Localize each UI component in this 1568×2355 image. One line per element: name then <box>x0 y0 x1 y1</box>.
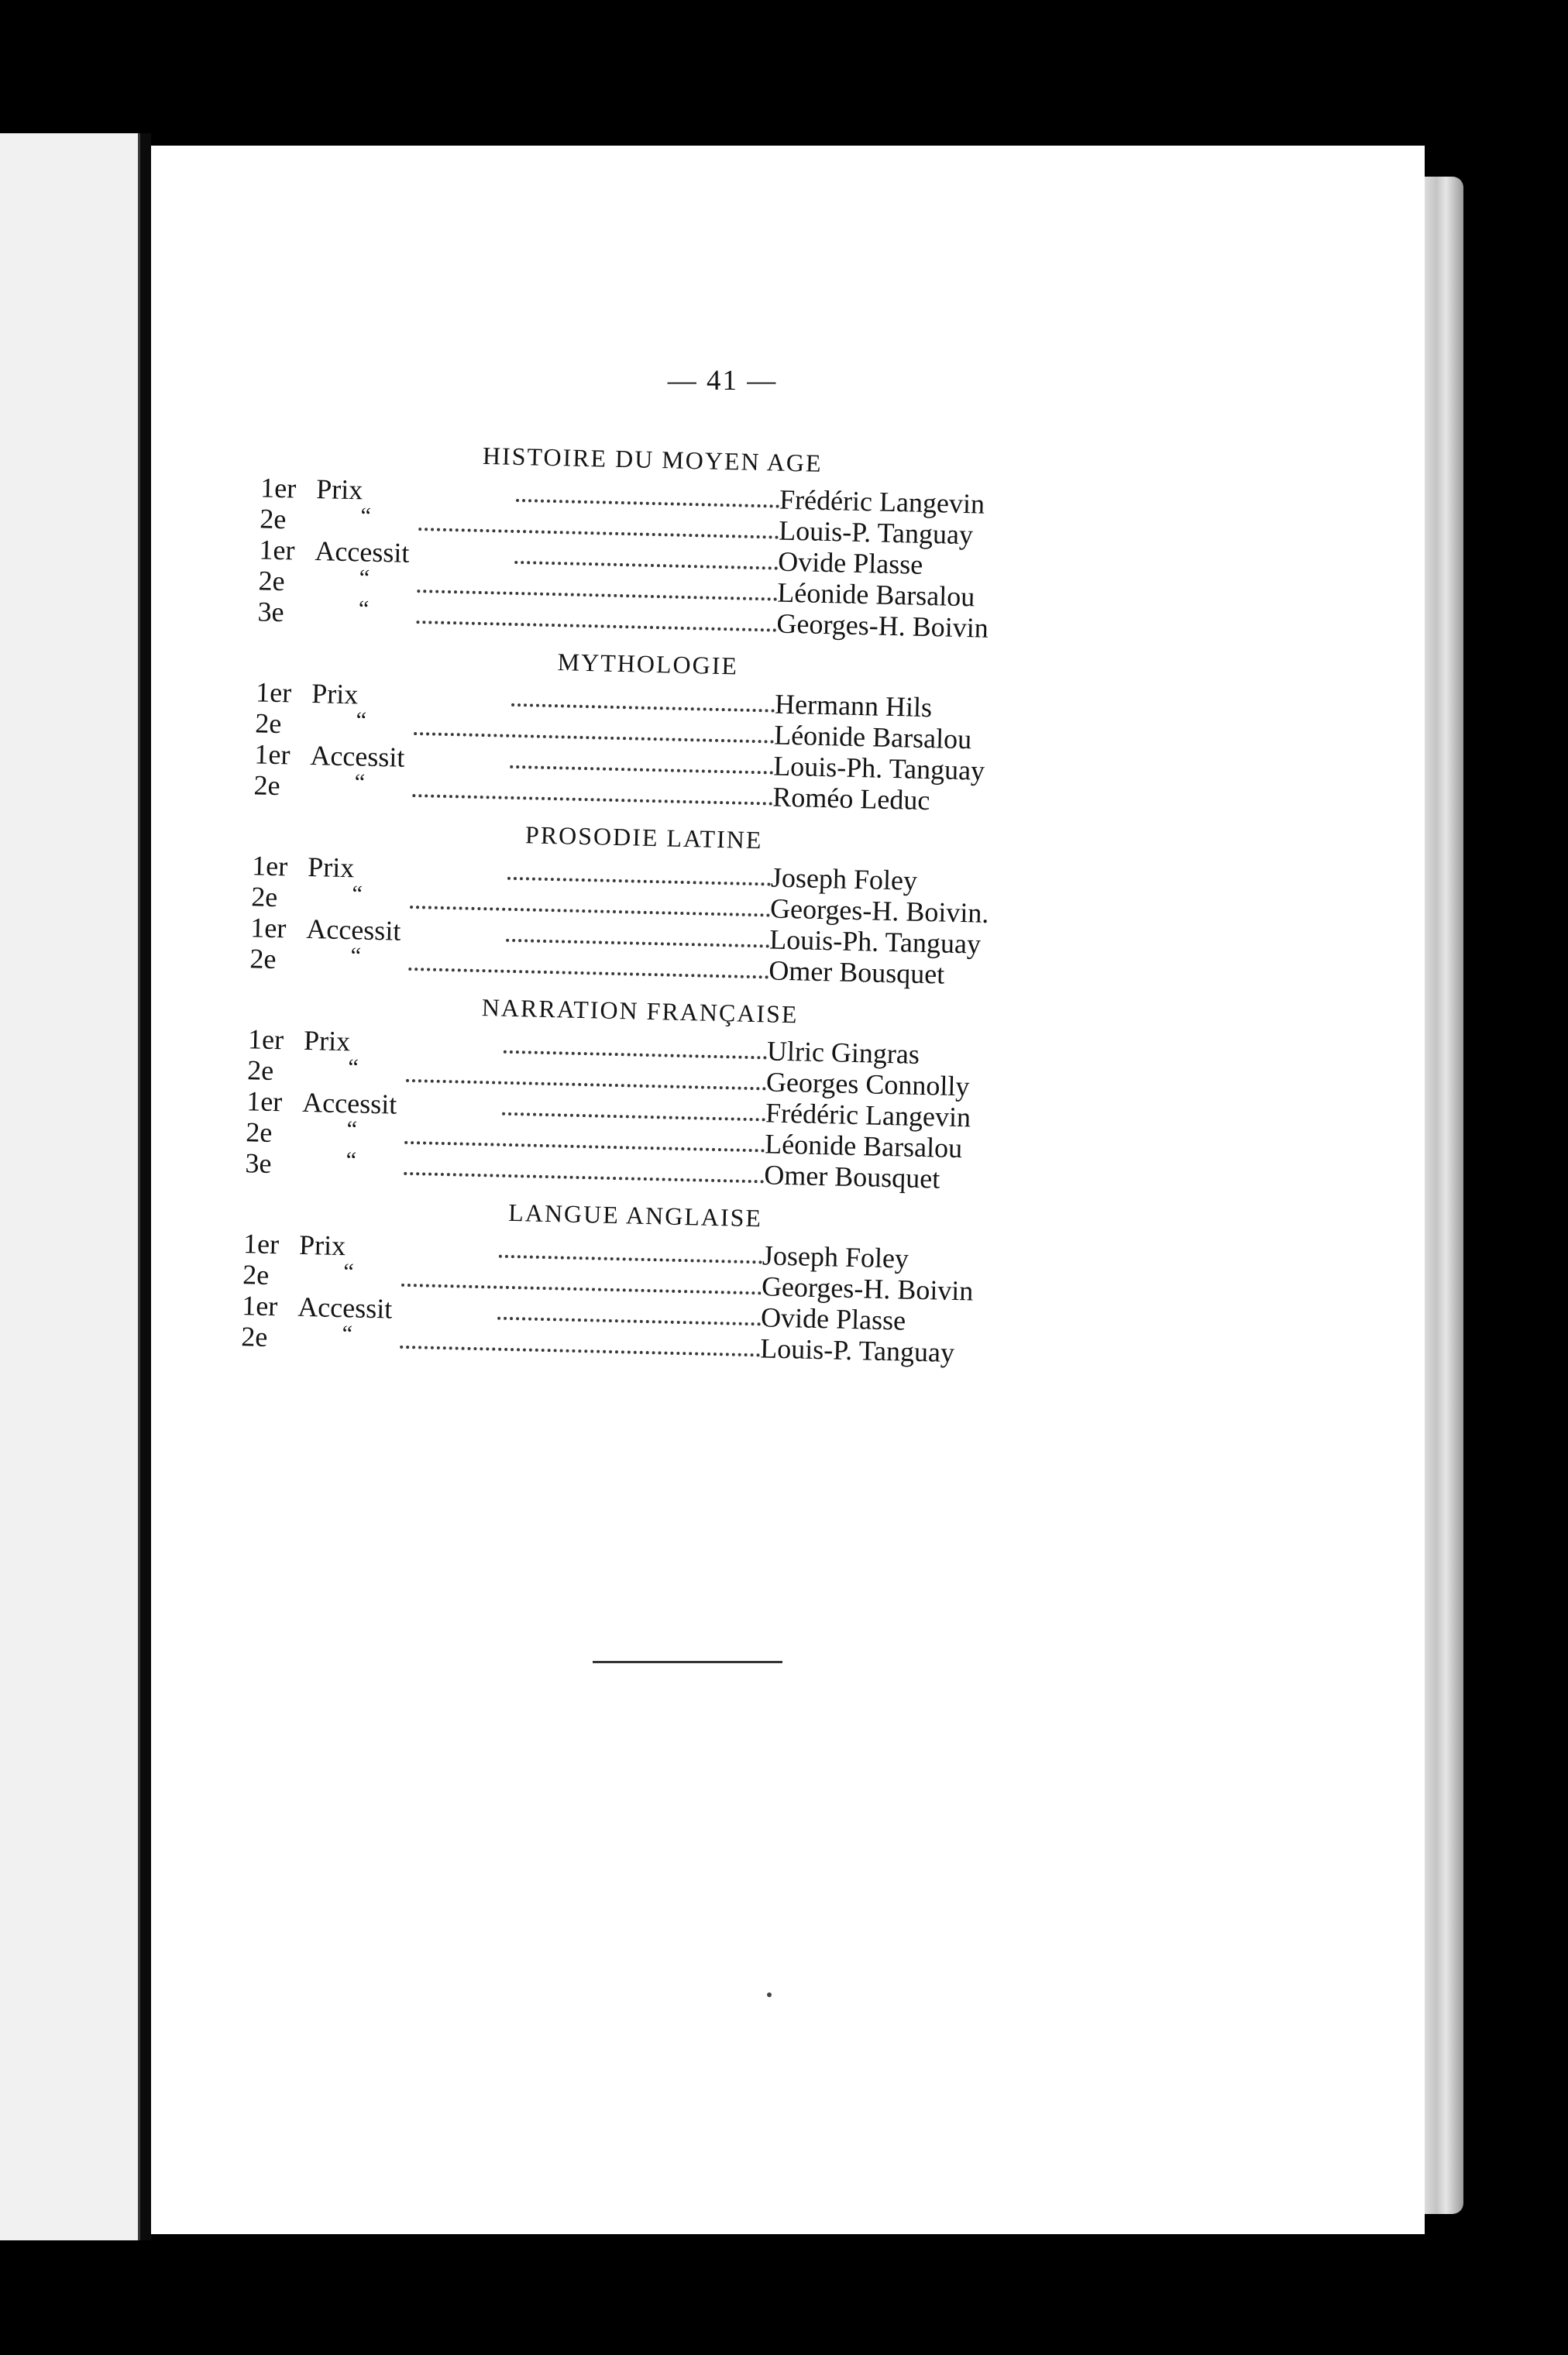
ditto-mark: “ <box>356 707 367 734</box>
dot-leader <box>499 1255 762 1264</box>
dot-leader <box>414 732 774 744</box>
dot-leader <box>404 1172 764 1184</box>
rank: 1er <box>249 912 287 944</box>
ditto-mark: “ <box>343 1259 355 1285</box>
winner-name: Georges-H. Boivin. <box>769 892 989 929</box>
section-prosodie <box>234 808 1051 992</box>
rank: 1er <box>242 1228 280 1260</box>
section-mythologie <box>238 634 1055 819</box>
dot-leader <box>408 968 769 979</box>
rank: 1er <box>241 1290 278 1322</box>
award-type: Prix <box>307 851 355 884</box>
dot-leader <box>401 1284 762 1295</box>
winner-name: Louis-Ph. Tanguay <box>769 923 982 960</box>
rank: 1er <box>246 1085 283 1118</box>
rank: 1er <box>251 850 288 882</box>
rank: 2e <box>253 769 281 802</box>
ditto-mark: “ <box>342 1321 353 1347</box>
dot-leader <box>417 590 777 601</box>
dot-leader <box>516 499 779 508</box>
dot-leader <box>404 1141 765 1153</box>
section-langue-anglaise <box>225 1186 1043 1370</box>
winner-name: Ulric Gingras <box>766 1035 920 1070</box>
rank: 1er <box>260 472 297 504</box>
rank: 2e <box>240 1321 268 1353</box>
rank: 2e <box>254 707 282 740</box>
winner-name: Ovide Plasse <box>777 545 923 580</box>
winner-name: Louis-P. Tanguay <box>778 514 974 551</box>
ditto-mark: “ <box>347 1054 359 1081</box>
rank: 2e <box>242 1259 270 1291</box>
rank: 2e <box>249 943 277 975</box>
ditto-mark: “ <box>354 769 366 796</box>
dot-leader <box>416 621 776 632</box>
ditto-mark: “ <box>346 1116 358 1143</box>
award-type: Prix <box>315 473 363 506</box>
winner-name: Joseph Foley <box>770 861 918 896</box>
ditto-mark: “ <box>350 943 362 969</box>
winner-name: Frédéric Langevin <box>765 1097 971 1133</box>
dot-leader <box>400 1346 760 1357</box>
winner-name: Louis-P. Tanguay <box>759 1332 955 1369</box>
dot-leader <box>504 1050 767 1060</box>
rank: 1er <box>259 534 295 566</box>
dot-leader <box>511 703 775 713</box>
section-title: HISTOIRE DU MOYEN AGE <box>482 441 823 477</box>
dot-leader <box>510 765 773 775</box>
winner-name: Léonide Barsalou <box>776 576 975 613</box>
page-stack-edge <box>1425 177 1463 2214</box>
page-number: — 41 — <box>667 365 778 397</box>
ditto-mark: “ <box>359 565 370 591</box>
rank: 3e <box>257 596 285 628</box>
section-title: PROSODIE LATINE <box>524 820 763 854</box>
dot-leader <box>507 877 771 886</box>
ditto-mark: “ <box>352 881 363 907</box>
rank: 1er <box>247 1023 284 1056</box>
section-narration <box>229 982 1047 1197</box>
ditto-mark: “ <box>360 503 372 529</box>
dot-leader <box>502 1112 765 1122</box>
winner-name: Roméo Leduc <box>772 781 930 817</box>
award-type: Prix <box>298 1229 346 1262</box>
ditto-mark: “ <box>358 596 370 622</box>
winner-name: Léonide Barsalou <box>764 1128 963 1164</box>
winner-name: Georges-H. Boivin <box>776 607 989 644</box>
award-type: Accessit <box>315 535 410 569</box>
winner-name: Omer Bousquet <box>768 954 945 990</box>
dot-leader <box>410 906 770 917</box>
rank: 1er <box>255 676 292 709</box>
winner-name: Georges-H. Boivin <box>761 1270 974 1307</box>
left-page-edge <box>0 133 140 2240</box>
rank: 2e <box>245 1116 273 1148</box>
section-histoire <box>242 430 1059 645</box>
dot-leader <box>506 939 769 948</box>
award-type: Accessit <box>305 913 401 947</box>
closing-rule <box>593 1661 782 1663</box>
rank: 2e <box>258 565 286 597</box>
winner-name: Georges Connolly <box>765 1066 970 1102</box>
rank: 2e <box>246 1054 274 1087</box>
winner-name: Joseph Foley <box>762 1239 910 1274</box>
award-type: Accessit <box>310 739 405 773</box>
dot-leader <box>497 1317 761 1326</box>
dot-leader <box>514 561 778 570</box>
award-type: Accessit <box>297 1291 393 1325</box>
winner-name: Ovide Plasse <box>760 1301 906 1336</box>
award-type: Accessit <box>301 1086 397 1120</box>
winner-name: Omer Bousquet <box>763 1159 940 1195</box>
section-title: MYTHOLOGIE <box>557 648 739 680</box>
book-gutter <box>140 133 151 2240</box>
section-title: NARRATION FRANÇAISE <box>481 993 799 1029</box>
rank: 2e <box>250 881 278 913</box>
award-type: Prix <box>303 1024 351 1057</box>
dot-leader <box>406 1079 766 1091</box>
rank: 1er <box>254 738 291 771</box>
winner-name: Hermann Hils <box>774 688 933 724</box>
winner-name: Louis-Ph. Tanguay <box>772 750 985 786</box>
winner-name: Léonide Barsalou <box>773 719 972 755</box>
rank: 2e <box>259 503 287 535</box>
ditto-mark: “ <box>346 1147 357 1174</box>
dot-leader <box>412 794 772 806</box>
rank: 3e <box>245 1147 272 1179</box>
winner-name: Frédéric Langevin <box>779 483 985 520</box>
prize-list <box>225 430 1060 1378</box>
dot-leader <box>418 528 779 539</box>
award-type: Prix <box>311 678 359 710</box>
ink-speck <box>767 1992 772 1997</box>
section-title: LANGUE ANGLAISE <box>507 1198 763 1233</box>
